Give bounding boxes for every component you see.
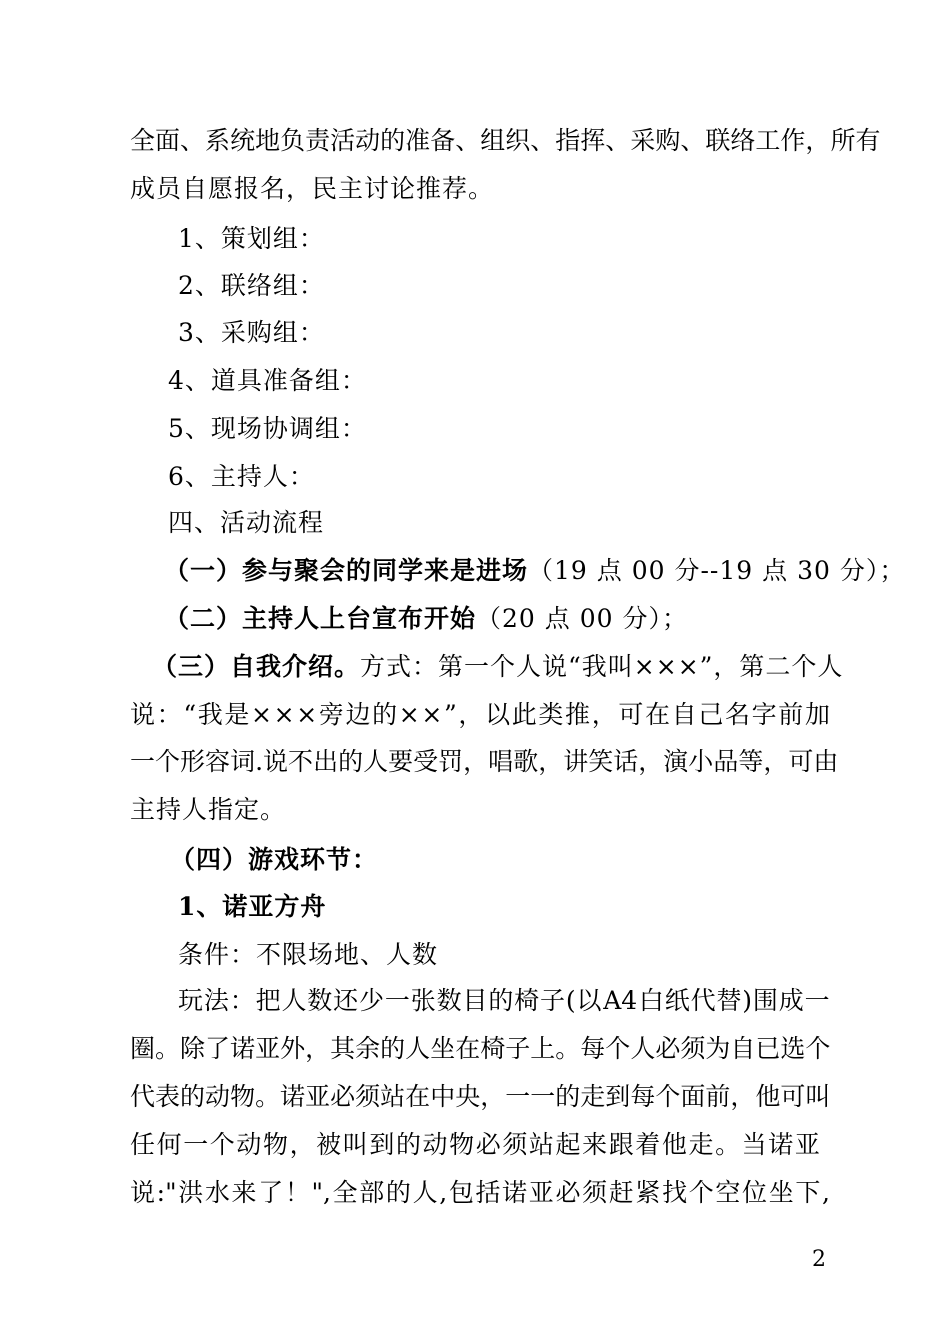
step-2-time: （20 点 00 分）；	[476, 604, 688, 633]
section-title: 四、活动流程	[168, 508, 325, 537]
step-3-line-2: 说 ： “ 我 是 × × × 旁 边 的 × × ” ， 以 此 类 推 ， 可 在 自 己 名 字 前 加	[130, 700, 830, 729]
game-1-rules-line-5: 说 :" 洪 水 来 了 ！ ", 全 部 的 人 , 包 括 诺 亚 必 须 赶 紧 找 个 空 位 坐 下 ,	[130, 1178, 830, 1207]
group-item-props: 4、道具准备组：	[168, 366, 367, 395]
group-item-planning: 1、策划组：	[178, 224, 325, 253]
step-3-title: （三）自我介绍。	[152, 652, 361, 681]
group-item-coordination: 5、现场协调组：	[168, 414, 367, 443]
step-4-title: （四）游戏环节：	[170, 845, 379, 874]
step-3-line-4: 主持人指定。	[130, 795, 287, 824]
step-1-time: （19 点 00 分--19 点 30 分）；	[528, 556, 906, 585]
game-1-rules-line-4: 任 何 一 个 动 物 ， 被 叫 到 的 动 物 必 须 站 起 来 跟 着 他 走 。 当 诺 亚	[130, 1130, 820, 1159]
game-1-rules-line-3: 代 表 的 动 物 。 诺 亚 必 须 站 在 中 央 ， 一 一 的 走 到 每 个 面 前 ， 他 可 叫	[130, 1082, 831, 1111]
step-3-line-3: 一 个 形 容 词 . 说 不 出 的 人 要 受 罚 ， 唱 歌 ， 讲 笑 话 ， 演 小 品 等 ， 可 由	[130, 747, 839, 776]
game-1-title: 1、诺亚方舟	[178, 892, 327, 921]
step-2-title: （二）主持人上台宣布开始	[164, 604, 477, 633]
group-item-liaison: 2、联络组：	[178, 271, 325, 300]
step-3-line-1	[152, 652, 843, 682]
step-3-line-1-rest: 方式：第一个人说“我叫×××”，第二个人	[360, 652, 844, 681]
step-1	[164, 556, 905, 586]
game-1-rules-line-2: 圈 。 除 了 诺 亚 外 ， 其 余 的 人 坐 在 椅 子 上 。 每 个 人 必 须 为 自 已 选 个	[130, 1034, 831, 1063]
group-item-purchasing: 3、采购组：	[178, 318, 325, 347]
intro-line-1: 全 面 、 系 统 地 负 责 活 动 的 准 备 、 组 织 、 指 挥 、 采 购 、 联 络 工 作 ， 所 有	[130, 126, 881, 155]
group-item-host: 6、主持人：	[168, 462, 315, 491]
intro-line-2: 成员自愿报名，民主讨论推荐。	[130, 174, 495, 203]
game-1-condition: 条件：不限场地、人数	[178, 940, 439, 969]
page-number: 2	[812, 1247, 826, 1272]
step-1-title: （一）参与聚会的同学来是进场	[164, 556, 529, 585]
game-1-rules-line-1: 玩 法 ： 把 人 数 还 少 一 张 数 目 的 椅 子 ( 以 A4 白 纸 代 替 ) 围 成 一	[178, 986, 830, 1015]
step-2	[164, 604, 688, 634]
